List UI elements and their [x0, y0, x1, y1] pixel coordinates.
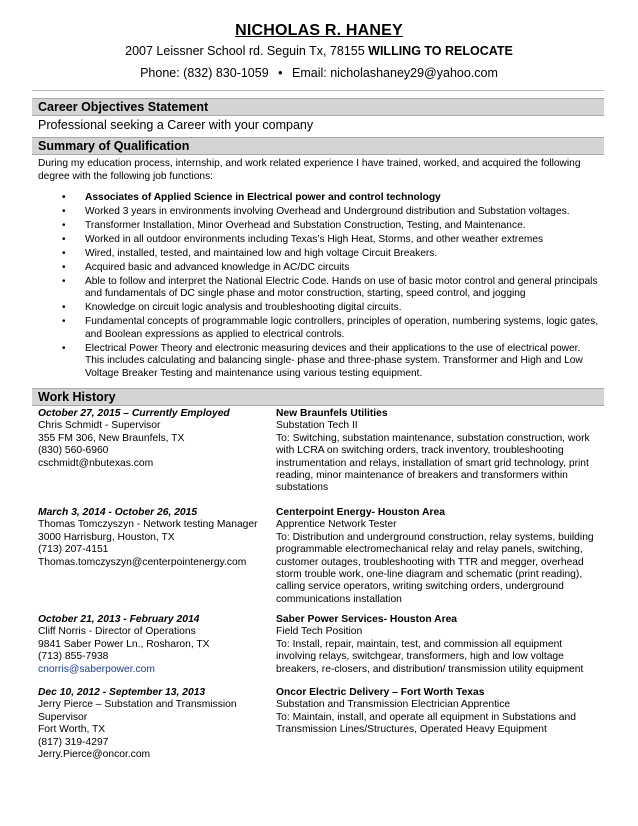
qualification-item: • Worked in all outdoor environments including Texas’s High Heat, Storms, and other weather extremes	[60, 234, 600, 246]
job-company: Oncor Electric Delivery – Fort Worth Texas	[276, 687, 485, 698]
phone-text: Phone: (832) 830-1059	[140, 66, 269, 80]
job-address: Fort Worth, TX	[38, 724, 106, 736]
qualification-item: • Wired, installed, tested, and maintained low and high voltage Circuit Breakers.	[60, 248, 600, 260]
qualification-item: • Transformer Installation, Minor Overhead and Substation Construction, Testing, and Maintenance.	[60, 220, 600, 232]
qualification-item: • Associates of Applied Science in Electrical power and control technology	[60, 192, 600, 204]
candidate-name: NICHOLAS R. HANEY	[235, 22, 403, 39]
summary-intro: During my education process, internship, and work related experience I have trained, worked, and acquired the following degree with the following job functions:	[38, 158, 581, 182]
job-email: cschmidt@nbutexas.com	[38, 457, 154, 469]
address-text: 2007 Leissner School rd. Seguin Tx, 78155	[125, 44, 365, 58]
job-details	[276, 507, 604, 606]
job-phone: (713) 207-4151	[38, 544, 109, 556]
qualification-item: • Fundamental concepts of programmable logic controllers, principles of operation, numbering systems, logic gates, and Boolean expressions as applied to electrical controls.	[60, 316, 600, 341]
contact-line	[0, 66, 638, 80]
job-duties: To: Switching, substation maintenance, substation construction, work with LCRA on switching orders, track inventory, troubleshooting instrumentation and relays, installation of smart grid technology, print reading, minor maintenance of breakers and transformers within substations	[276, 432, 590, 494]
job-phone: (713) 855-7938	[38, 651, 109, 663]
job-details	[276, 614, 604, 676]
summary-heading: Summary of Qualification	[32, 137, 604, 155]
job-dates: October 27, 2015 – Currently Employed	[38, 408, 230, 419]
job-address: 9841 Saber Power Ln., Rosharon, TX	[38, 638, 210, 650]
job-title: Substation and Transmission Electrician Apprentice	[276, 699, 511, 711]
qualification-item: • Acquired basic and advanced knowledge in AC/DC circuits	[60, 262, 600, 274]
qualification-item: • Able to follow and interpret the National Electric Code. Hands on use of basic motor control and general principals and fundamentals of DC single phase and motor construction, starting, speed control, and jogging	[60, 276, 600, 301]
email-text: Email: nicholashaney29@yahoo.com	[292, 66, 498, 80]
job-title: Field Tech Position	[276, 626, 363, 638]
job-contact	[38, 507, 270, 569]
job-title: Substation Tech II	[276, 420, 358, 432]
job-details	[276, 687, 604, 737]
job-title: Apprentice Network Tester	[276, 519, 397, 531]
bullet-separator-icon: •	[278, 66, 283, 80]
job-company: Centerpoint Energy- Houston Area	[276, 507, 445, 518]
job-dates: Dec 10, 2012 - September 13, 2013	[38, 687, 206, 698]
job-dates: March 3, 2014 - October 26, 2015	[38, 507, 198, 518]
job-duties: To: Maintain, install, and operate all equipment in Substations and Transmission Lines/Structures, Operated Heavy Equipment	[276, 711, 576, 736]
job-contact	[38, 408, 270, 470]
job-supervisor-title: Supervisor	[38, 711, 88, 723]
job-contact	[38, 614, 270, 676]
job-address: 3000 Harrisburg, Houston, TX	[38, 531, 175, 543]
qualification-item: • Knowledge on circuit logic analysis and troubleshooting digital circuits.	[60, 302, 600, 314]
relocate-text: WILLING TO RELOCATE	[368, 44, 513, 58]
job-supervisor: Cliff Norris - Director of Operations	[38, 626, 196, 638]
work-history-heading: Work History	[32, 388, 604, 406]
job-email-link[interactable]: cnorris@saberpower.com	[38, 663, 155, 675]
job-company: New Braunfels Utilities	[276, 408, 388, 419]
objective-heading: Career Objectives Statement	[32, 98, 604, 116]
job-supervisor: Thomas Tomczyszyn - Network testing Manager	[38, 519, 258, 531]
job-company: Saber Power Services- Houston Area	[276, 614, 458, 625]
qualification-item: • Electrical Power Theory and electronic measuring devices and their applications to the use of electrical power. This includes calculating and balancing single- phase and three-phase system. Transformer and High and Low Voltage Breaker Testing and maintenance using various testing equipment.	[60, 343, 600, 380]
job-duties: To: Install, repair, maintain, test, and commission all equipment involving relays, switchgear, transformers, high and low voltage breakers, re-closers, and distribution/ transmission utility equipment	[276, 638, 584, 675]
job-email: Jerry.Pierce@oncor.com	[38, 749, 151, 761]
job-address: 355 FM 306, New Braunfels, TX	[38, 432, 185, 444]
header-divider	[32, 90, 604, 91]
job-phone: (830) 560-6960	[38, 445, 109, 457]
address-line	[0, 44, 638, 58]
qualification-item: • Worked 3 years in environments involving Overhead and Underground distribution and Substation voltages.	[60, 206, 600, 218]
objective-text: Professional seeking a Career with your company	[38, 118, 314, 132]
job-supervisor: Chris Schmidt - Supervisor	[38, 420, 161, 432]
job-duties: To: Distribution and underground construction, relay systems, building programmable electromechanical relay and relay panels, switching, customer outages, troubleshooting with TTR and megger, overhead storm trouble work, one-line diagram and schematic (print reading), calling service operators, writing switching orders, underground communications installation	[276, 531, 594, 605]
job-email: Thomas.tomczyszyn@centerpointenergy.com	[38, 556, 247, 568]
job-details	[276, 408, 604, 495]
job-contact	[38, 687, 270, 761]
job-supervisor: Jerry Pierce – Substation and Transmission	[38, 699, 237, 711]
job-phone: (817) 319-4297	[38, 736, 109, 748]
qualification-list	[60, 192, 600, 382]
job-dates: October 21, 2013 - February 2014	[38, 614, 200, 625]
